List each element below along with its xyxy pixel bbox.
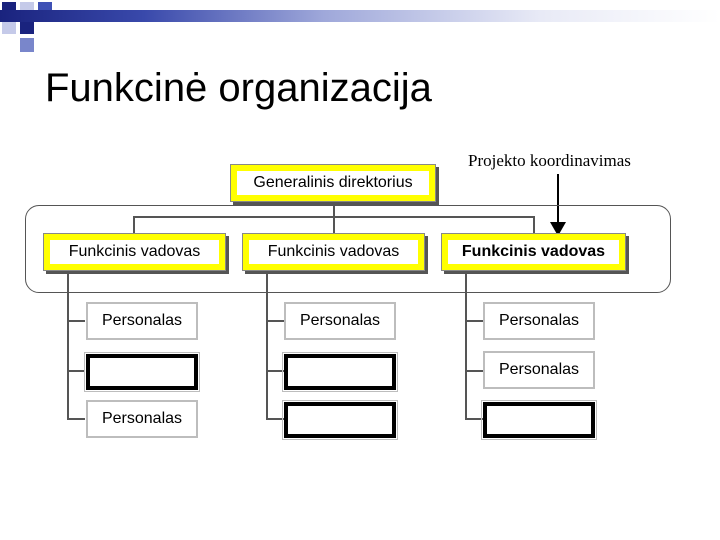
staff-line-col2: [266, 270, 268, 420]
annotation-label: Projekto koordinavimas: [468, 151, 631, 170]
org-node-general-director: [230, 164, 436, 202]
org-node-staff-c1-r2: [86, 354, 198, 390]
org-node-manager-2-label: Funkcinis vadovas: [249, 240, 418, 264]
staff-tick-col3-row2: [465, 370, 483, 372]
staff-line-col1: [67, 270, 69, 420]
org-node-manager-1-label: Funkcinis vadovas: [50, 240, 219, 264]
staff-tick-col3-row3: [465, 418, 483, 420]
title-gradient-bar: [0, 10, 720, 22]
staff-tick-col3-row1: [465, 320, 483, 322]
connector-drop-3: [533, 216, 535, 234]
org-node-staff-c2-r2: [284, 354, 396, 390]
connector-drop-1: [133, 216, 135, 234]
staff-tick-col2-row2: [266, 370, 284, 372]
decor-square-5: [20, 20, 34, 34]
org-node-manager-3-label: Funkcinis vadovas: [448, 240, 619, 264]
org-node-staff-c3-r2: Personalas: [483, 351, 595, 389]
staff-tick-col2-row1: [266, 320, 284, 322]
staff-tick-col2-row3: [266, 418, 284, 420]
staff-tick-col1-row2: [67, 370, 85, 372]
org-node-manager-1: [43, 233, 226, 271]
staff-tick-col1-row3: [67, 418, 85, 420]
org-node-staff-c1-r1: Personalas: [86, 302, 198, 340]
org-node-staff-c3-r3: [483, 402, 595, 438]
connector-drop-2: [333, 216, 335, 234]
org-node-staff-c1-r3: Personalas: [86, 400, 198, 438]
decor-square-6: [20, 38, 34, 52]
staff-line-col3: [465, 270, 467, 420]
org-node-staff-c2-r1: Personalas: [284, 302, 396, 340]
org-node-staff-c3-r1: Personalas: [483, 302, 595, 340]
org-node-manager-2: [242, 233, 425, 271]
org-node-staff-c2-r3: [284, 402, 396, 438]
staff-tick-col1-row1: [67, 320, 85, 322]
org-node-manager-3: [441, 233, 626, 271]
org-node-general-director-label: Generalinis direktorius: [237, 171, 429, 195]
page-title: Funkcinė organizacija: [45, 66, 432, 110]
decor-square-4: [2, 20, 16, 34]
